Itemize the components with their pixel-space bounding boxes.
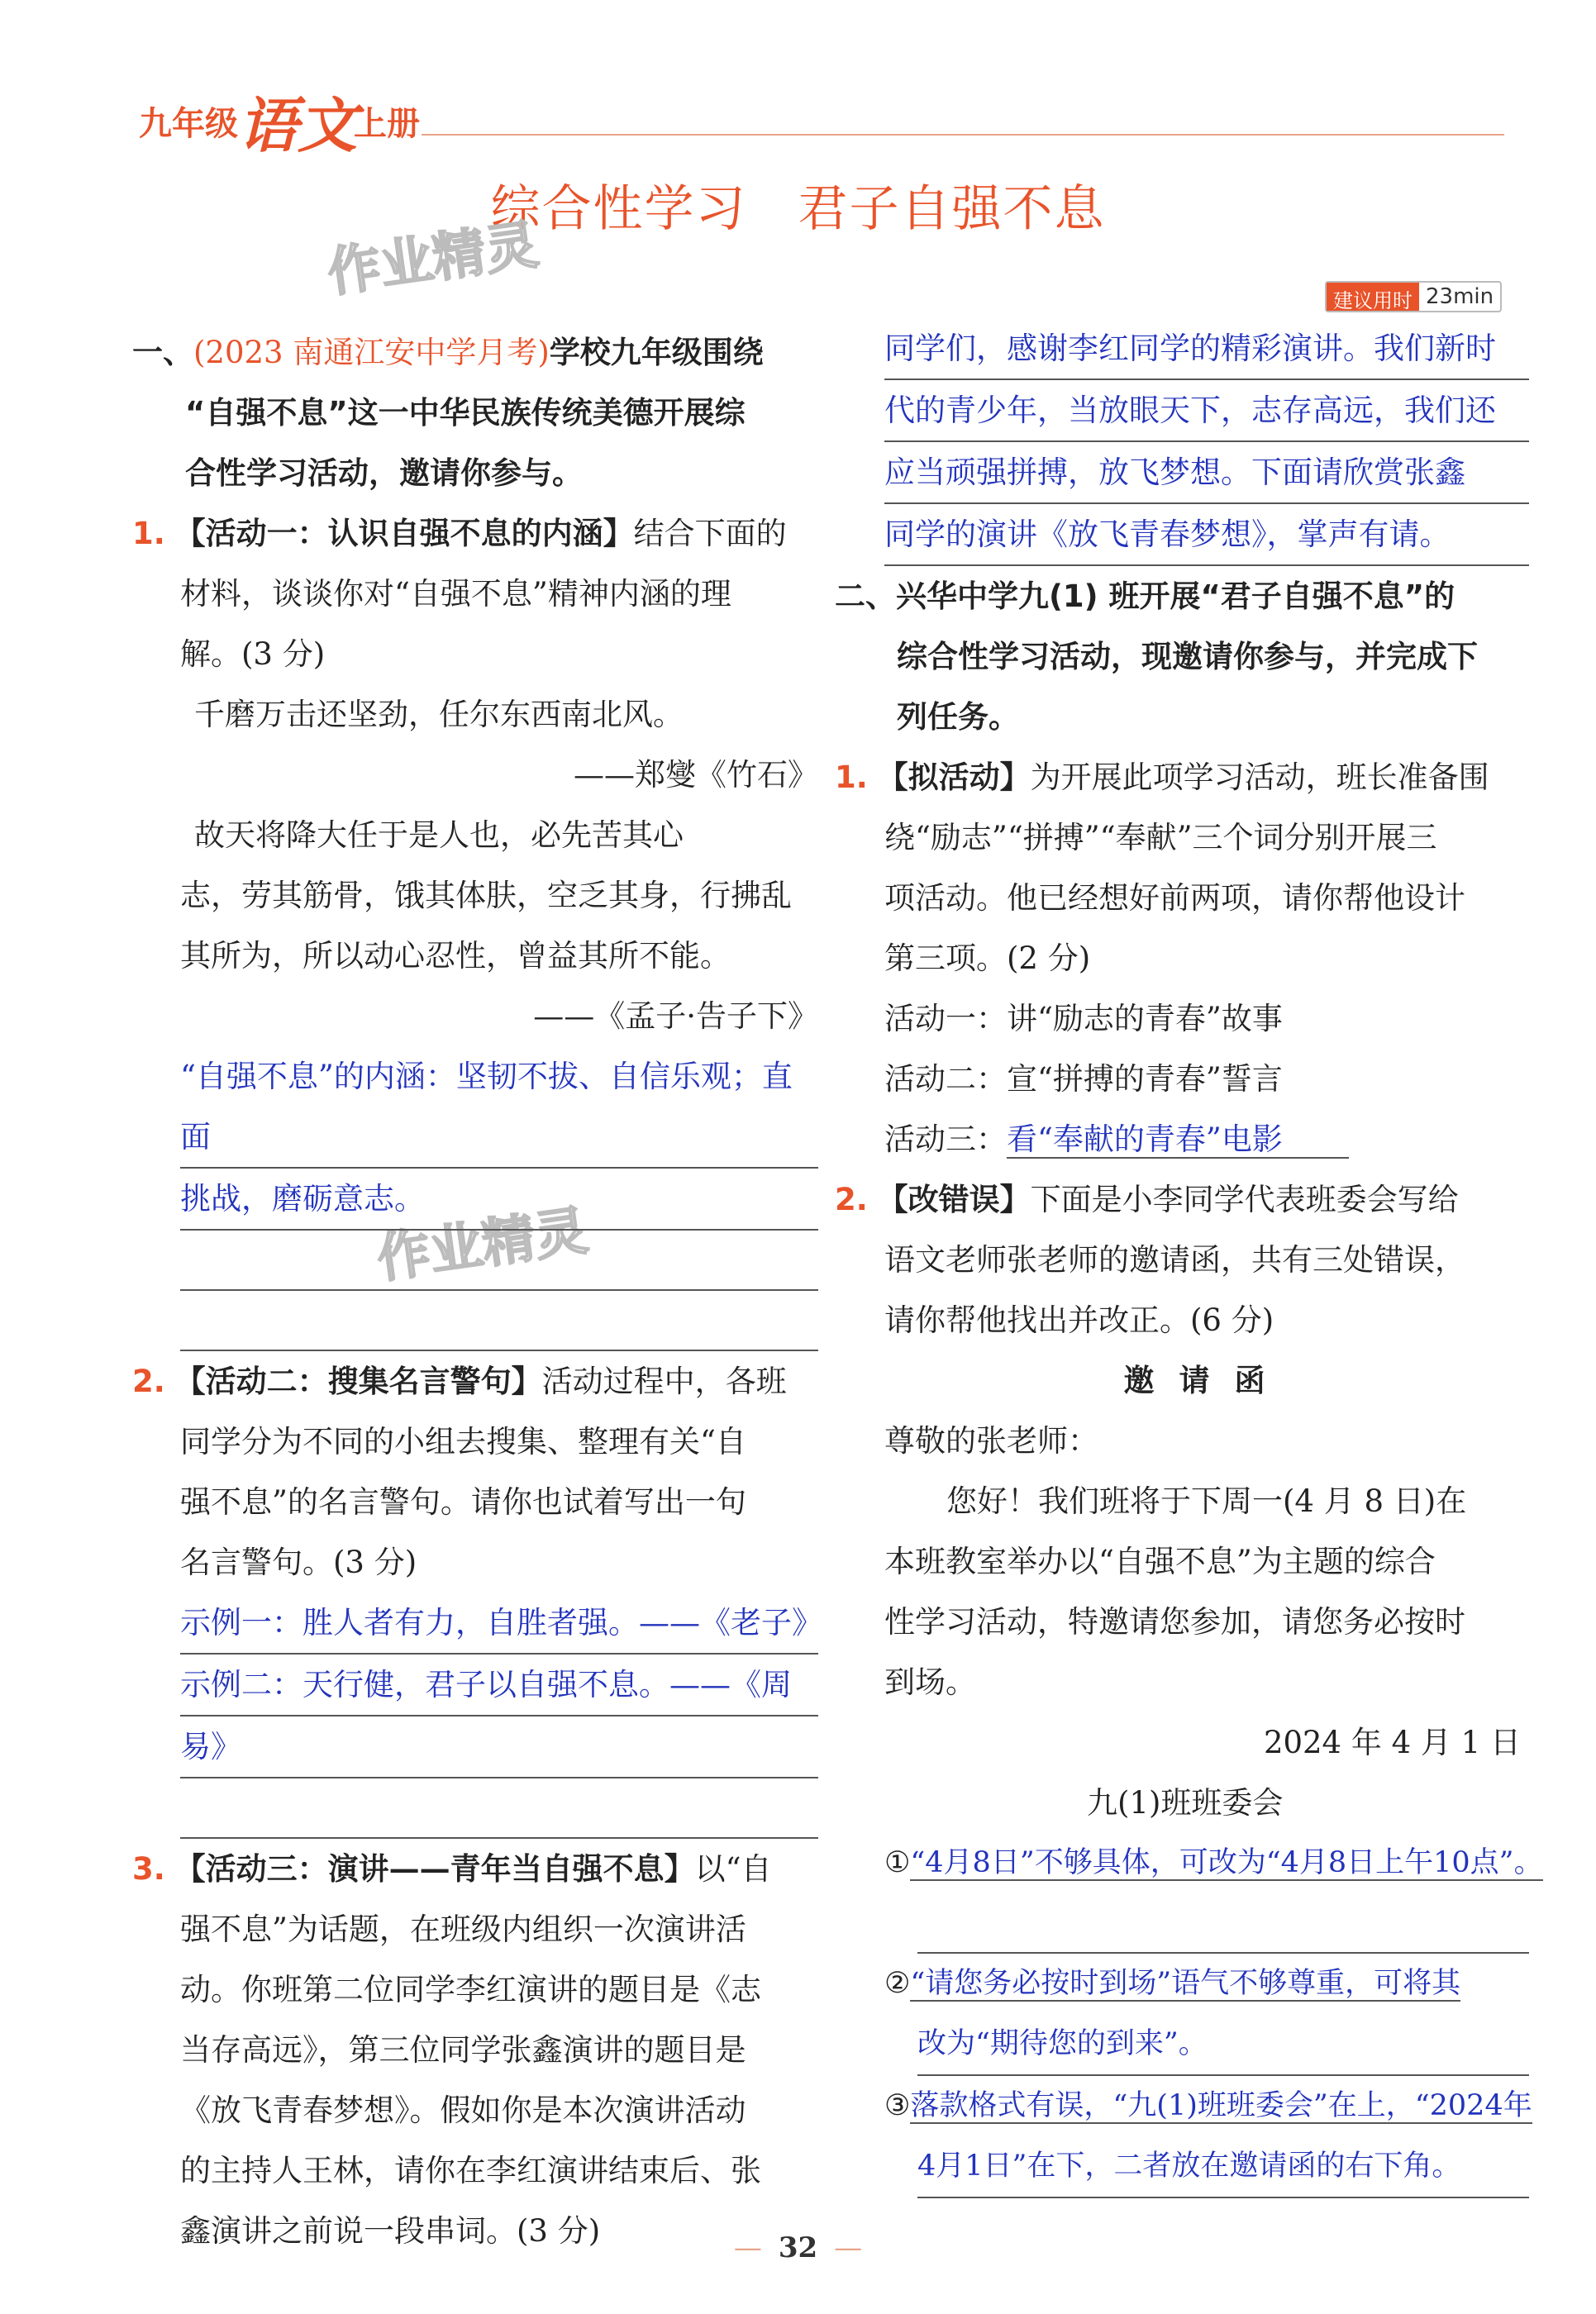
section2-intro: 二、兴华中学九(1) 班开展“君子自强不息”的 (835, 578, 1455, 614)
answer-blank-line[interactable] (180, 1291, 818, 1351)
section1-intro: 一、(2023 南通江安中学月考)学校九年级围绕 (132, 335, 764, 370)
answer-line[interactable]: “4月8日”不够具体，可改为“4月8日上午10点”。 (910, 1846, 1543, 1879)
answer-line[interactable]: 看“奉献的青春”电影 (1007, 1121, 1349, 1159)
question-text: 的主持人王林，请你在李红演讲结束后、张 (180, 2153, 761, 2188)
source-note: (2023 南通江安中学月考) (193, 335, 550, 370)
activity-item: 活动一：讲“励志的青春”故事 (884, 1001, 1283, 1036)
watermark: 作业精灵 (373, 1200, 592, 1291)
question-text: 强不息”为话题，在班级内组织一次演讲活 (180, 1912, 746, 1947)
letter-body: 您好！我们班将于下周一(4 月 8 日)在 (946, 1483, 1467, 1519)
question-text: 绕“励志”“拼搏”“奉献”三个词分别开展三 (884, 820, 1437, 855)
answer-item: ②“请您务必按时到场”语气不够尊重，可将其 (884, 1967, 1461, 2000)
answer-line[interactable]: 4月1日”在下，二者放在邀请函的右下角。 (917, 2136, 1529, 2198)
header-rule (422, 134, 1504, 136)
left-column (132, 322, 822, 2261)
answer-blank-line[interactable] (180, 1231, 818, 1291)
activity-item: 活动二：宣“拼搏的青春”誓言 (884, 1061, 1283, 1097)
answer-line[interactable]: 挑战，磨砺意志。 (180, 1169, 818, 1231)
timer-value: 23min (1426, 284, 1494, 309)
question-2-2: 2. 【改错误】下面是小李同学代表班委会写给 (835, 1181, 1459, 1217)
section1-intro-line: “自强不息”这一中华民族传统美德开展综 (185, 395, 746, 431)
letter-title: 邀请函 (1123, 1362, 1290, 1398)
letter-date: 2024 年 4 月 1 日 (1263, 1725, 1521, 1760)
answer-line[interactable]: 代的青少年，当放眼天下，志存高远，我们还 (884, 380, 1529, 442)
question-text: 名言警句。(3 分) (180, 1545, 417, 1580)
answer-item: ③落款格式有误，“九(1)班班委会”在上，“2024年 (884, 2089, 1532, 2122)
question-text: 鑫演讲之前说一段串词。(3 分) (180, 2213, 601, 2249)
question-text: 解。(3 分) (180, 636, 326, 672)
prose-line: 故天将降大任于是人也，必先苦其心 (194, 817, 684, 853)
header-grade: 九年级 (139, 105, 238, 143)
question-text: 请你帮他找出并改正。(6 分) (884, 1302, 1274, 1338)
question-text: 动。你班第二位同学李红演讲的题目是《志 (180, 1972, 761, 2007)
answer-line[interactable]: 改为“期待您的到来”。 (917, 2014, 1529, 2076)
question-2-1: 1. 【拟活动】为开展此项学习活动，班长准备围 (835, 759, 1489, 795)
header-volume: 上册 (354, 105, 420, 143)
answer-item: ①“4月8日”不够具体，可改为“4月8日上午10点”。 (884, 1846, 1543, 1879)
answer-line[interactable]: 易》 (180, 1716, 818, 1778)
question-text: 材料，谈谈你对“自强不息”精神内涵的理 (180, 576, 731, 612)
right-column (835, 318, 1543, 2198)
header-subject: 语文 (238, 91, 358, 160)
answer-line[interactable]: 同学们，感谢李红同学的精彩演讲。我们新时 (884, 318, 1529, 380)
watermark: 作业精灵 (323, 214, 542, 305)
page-number: — 32 — (733, 2231, 863, 2264)
section2-intro-line: 综合性学习活动，现邀请你参与，并完成下 (897, 639, 1478, 674)
answer-line[interactable]: “自强不息”的内涵：坚韧不拔、自信乐观；直面 (180, 1046, 818, 1169)
question-text: 同学分为不同的小组去搜集、整理有关“自 (180, 1424, 746, 1459)
question-text: 项活动。他已经想好前两项，请你帮他设计 (884, 880, 1465, 916)
prose-line: 志，劳其筋骨，饿其体肤，空乏其身，行拂乱 (180, 878, 792, 913)
citation: ——《孟子·告子下》 (533, 998, 818, 1034)
letter-body: 本班教室举办以“自强不息”为主题的综合 (884, 1544, 1436, 1579)
letter-signature: 九(1)班班委会 (1087, 1785, 1284, 1821)
question-text: 第三项。(2 分) (884, 940, 1091, 976)
question-text: 当存高远》，第三位同学张鑫演讲的题目是 (180, 2032, 746, 2068)
question-text: 语文老师张老师的邀请函，共有三处错误， (884, 1242, 1465, 1278)
answer-blank-line[interactable] (917, 1893, 1529, 1954)
answer-blank-line[interactable] (180, 1778, 818, 1839)
answer-line[interactable]: “请您务必按时到场”语气不够尊重，可将其 (910, 1967, 1461, 2000)
letter-salutation: 尊敬的张老师： (884, 1423, 1098, 1459)
invitation-letter (835, 1350, 1529, 1833)
citation: ——郑燮《竹石》 (574, 757, 818, 793)
letter-body: 性学习活动，特邀请您参加，请您务必按时 (884, 1604, 1465, 1640)
section2-intro-line: 列任务。 (897, 699, 1019, 735)
prose-line: 其所为，所以动心忍性，曾益其所不能。 (180, 938, 731, 974)
answer-line[interactable]: 落款格式有误，“九(1)班班委会”在上，“2024年 (910, 2089, 1532, 2122)
answer-line[interactable]: 示例一：胜人者有力，自胜者强。——《老子》 (180, 1593, 818, 1655)
question-text: 强不息”的名言警句。请你也试着写出一句 (180, 1484, 746, 1520)
timer-label: 建议用时 (1327, 283, 1419, 311)
page-title: 综合性学习 君子自强不息 (490, 180, 1106, 238)
suggested-time-badge (1325, 281, 1502, 312)
question-1-3: 3. 【活动三：演讲——青年当自强不息】以“自 (132, 1850, 772, 1887)
answer-line[interactable]: 示例二：天行健，君子以自强不息。——《周 (180, 1655, 818, 1716)
poem-line: 千磨万击还坚劲，任尔东西南北风。 (194, 697, 684, 732)
answer-line[interactable]: 同学的演讲《放飞青春梦想》，掌声有请。 (884, 504, 1529, 566)
section1-intro-line: 合性学习活动，邀请你参与。 (185, 455, 583, 491)
question-1-2: 2. 【活动二：搜集名言警句】活动过程中，各班 (132, 1363, 787, 1399)
letter-body: 到场。 (884, 1664, 976, 1700)
answer-line[interactable]: 应当顽强拼搏，放飞梦想。下面请欣赏张鑫 (884, 442, 1529, 504)
activity-item: 活动三：看“奉献的青春”电影 (835, 1109, 1529, 1169)
question-1-1: 1. 【活动一：认识自强不息的内涵】结合下面的 (132, 515, 787, 551)
question-text: 《放飞青春梦想》。假如你是本次演讲活动 (180, 2093, 746, 2128)
